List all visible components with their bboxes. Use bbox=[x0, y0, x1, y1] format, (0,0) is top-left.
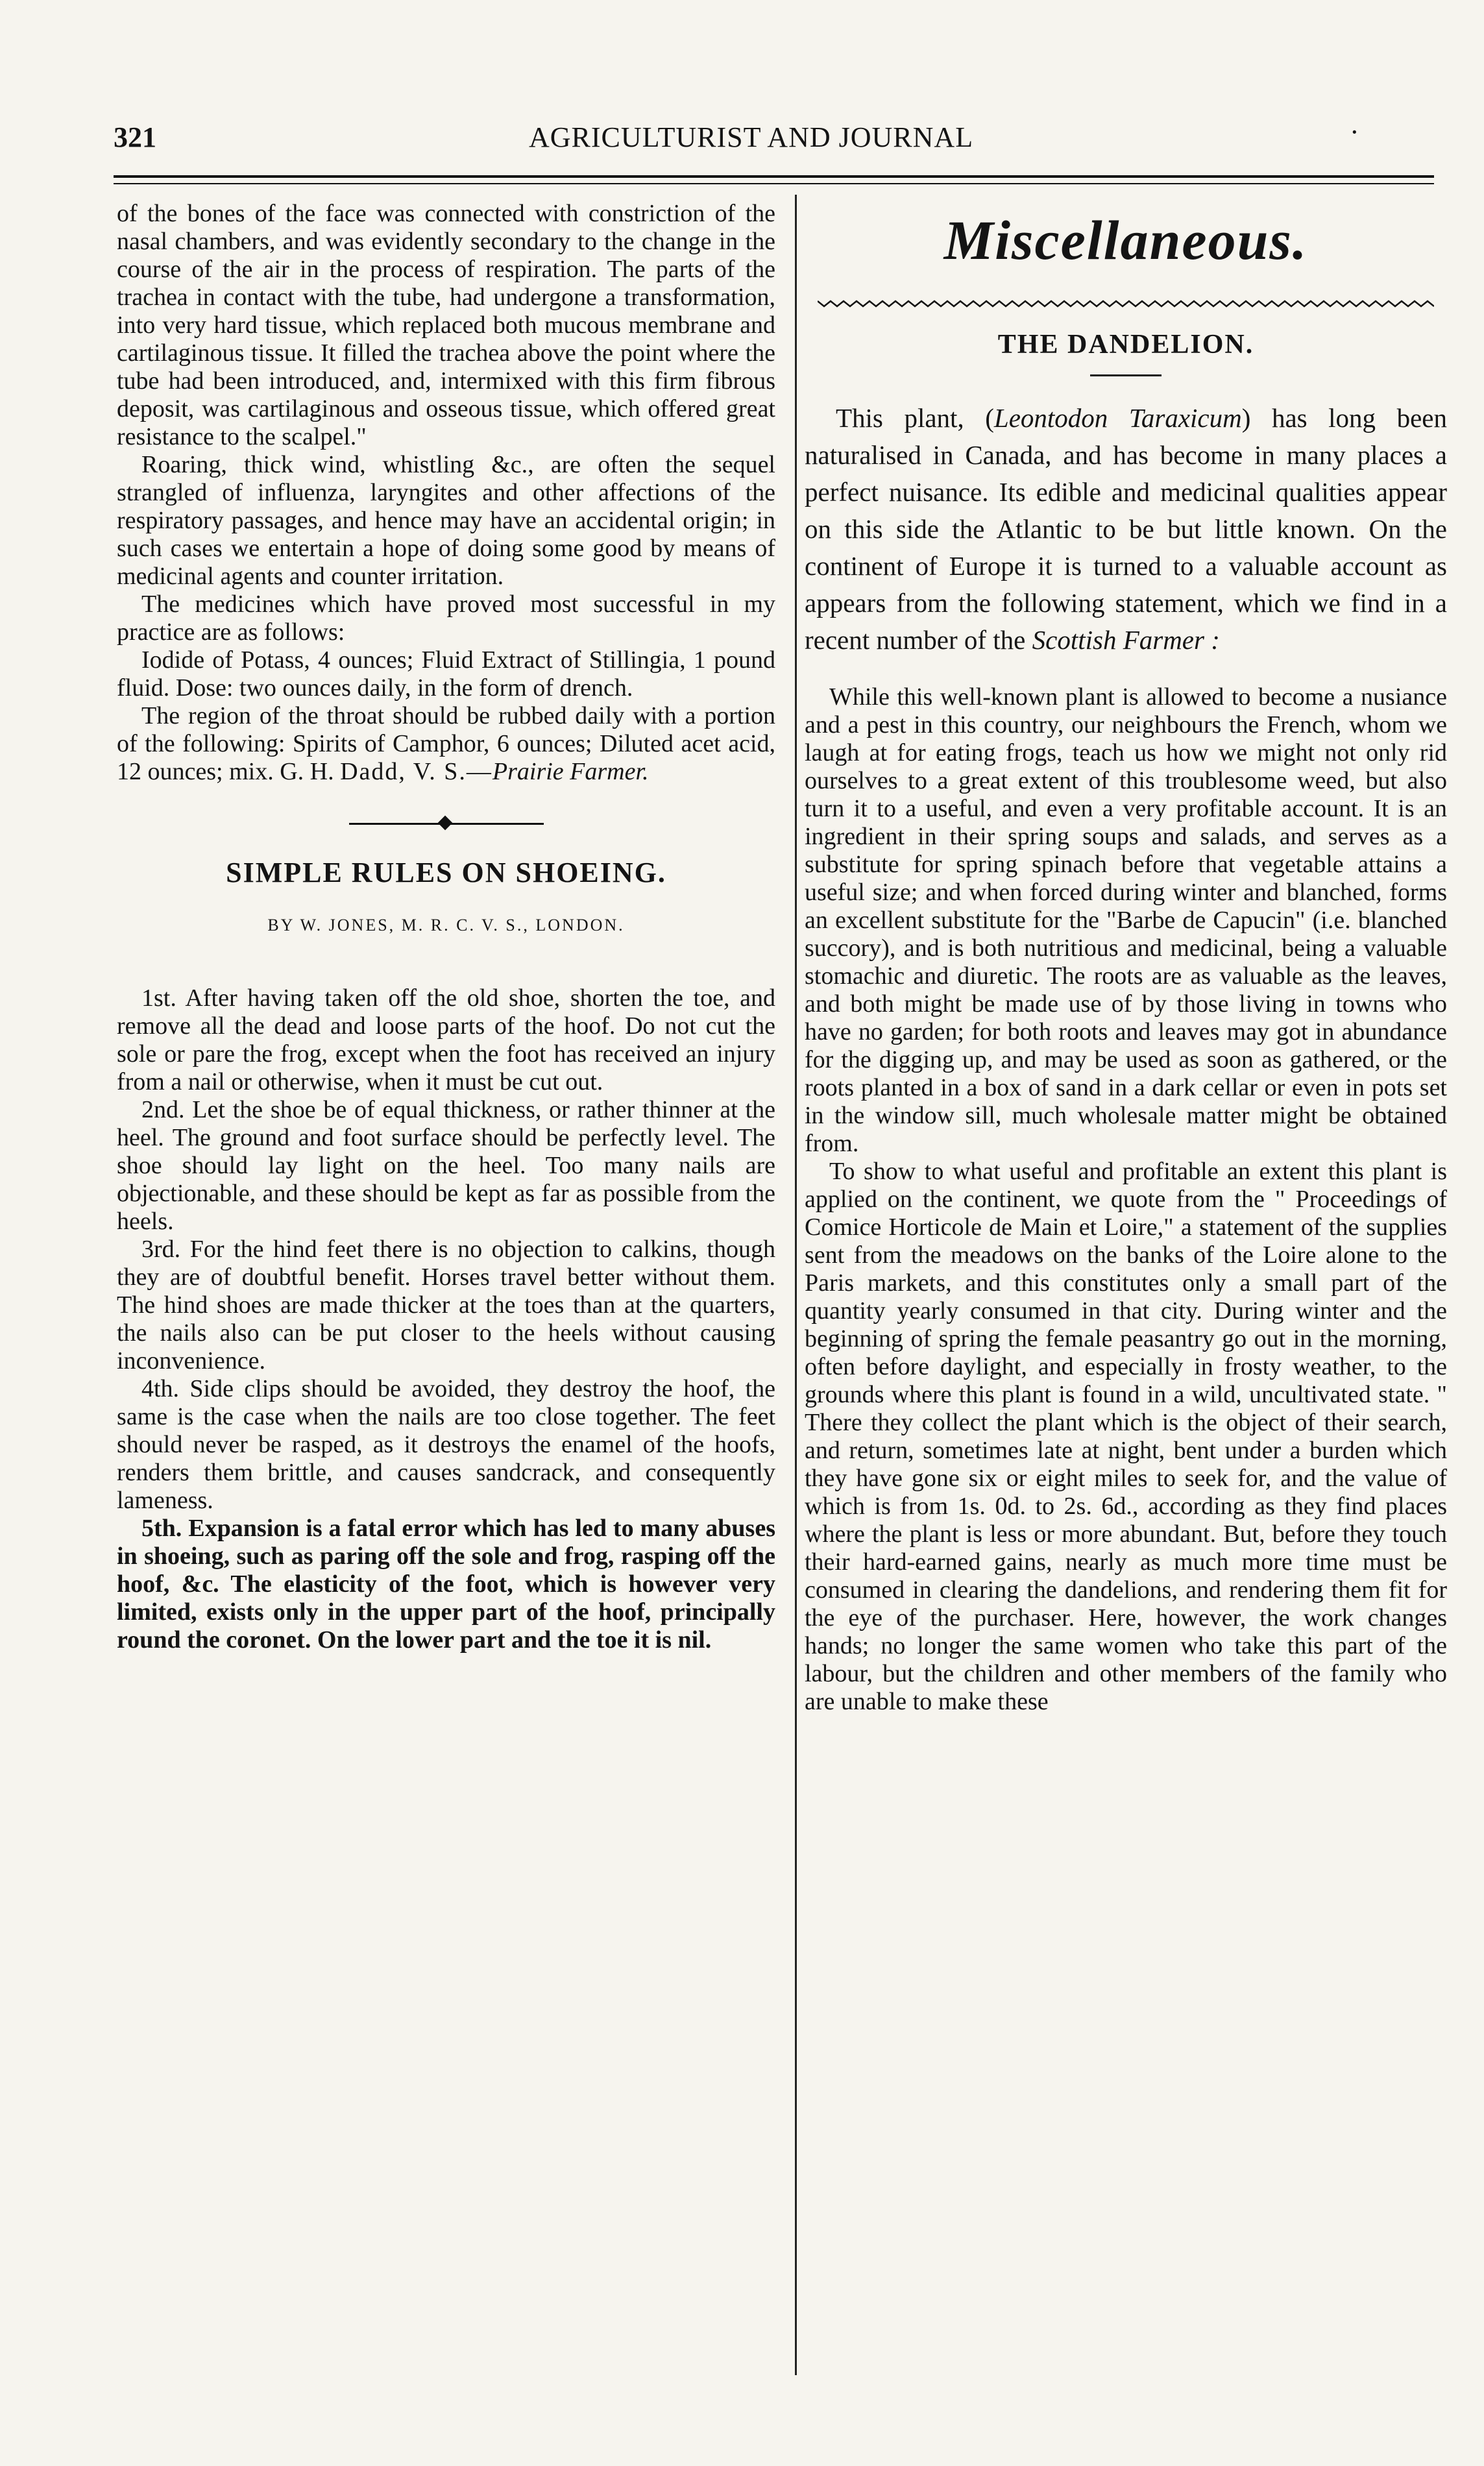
section-ornament bbox=[349, 817, 544, 830]
right-column bbox=[805, 204, 1447, 1716]
ornament-diamond bbox=[437, 816, 452, 831]
miscellaneous-heading: Miscellaneous. bbox=[943, 209, 1308, 271]
iodide-paragraph: Iodide of Potass, 4 ounces; Fluid Extract of Stillingia, 1 pound fluid. Dose: two ounces daily, in the form of drench. bbox=[117, 646, 775, 702]
intro-text-b: ) has long been naturalised in Canada, and has become in many places a perfect nuisance. Its edible and medicinal qualities appear on this side the Atlantic to be but little known. On the continent of Europe it is turned to a valuable account as appears from the following statement, which we find in a recent number of the bbox=[805, 403, 1447, 655]
dandelion-title: THE DANDELION. bbox=[997, 330, 1254, 360]
intro-text-a: This plant, ( bbox=[836, 403, 994, 433]
roaring-paragraph: Roaring, thick wind, whistling &c., are often the sequel strangled of influenza, laryngites and other affections of the respiratory passages, and hence may have an accidental origin; in such cases we entertain a hope of doing some good by means of medicinal agents and counter irritation. bbox=[117, 451, 775, 590]
page-number: 321 bbox=[114, 121, 156, 153]
throat-signature: Dadd, V. S.— bbox=[340, 758, 493, 785]
shoeing-title: SIMPLE RULES ON SHOEING. bbox=[226, 857, 666, 888]
running-title: AGRICULTURIST AND JOURNAL bbox=[529, 121, 974, 153]
medicines-paragraph: The medicines which have proved most successful in my practice are as follows: bbox=[117, 591, 775, 646]
zigzag-rule bbox=[818, 299, 1434, 309]
throat-text: The region of the throat should be rubbed daily with a portion of the following: Spirits of Camphor, 6 ounces; Diluted acet acid, 12 ounces; mix. G. H. bbox=[117, 702, 775, 785]
quote-paragraph-2: To show to what useful and profitable an extent this plant is applied on the continent, we quote from the " Proceedings of Comice Horticole de Main et Loire," a statement of the supplies sent from the meadows on the banks of the Loire alone to the Paris markets, and this constitutes only a small part of the quantity yearly consumed in that city. During winter and the beginning of spring the female peasantry go out in the morning, often before daylight, and especially in frosty weather, to the grounds where this plant is found in a wild, uncultivated state. " There they collect the plant which is the object of their search, and return, sometimes late at night, bent under a burden which they have gone six or eight miles to seek for, and the value of which is from 1s. 0d. to 2s. 6d., according as they find places where the plant is less or more abundant. But, before they touch their hard-earned gains, nearly as much more time must be consumed in clearing the dandelions, and rendering them fit for the eye of the purchaser. Here, however, the work changes hands; no longer the same women who take this part of the labour, but the children and other members of the family who are unable to make these bbox=[805, 1158, 1447, 1715]
left-column bbox=[117, 200, 775, 1654]
intro-source: Scottish Farmer : bbox=[1032, 625, 1220, 655]
shoeing-rule-5: 5th. Expansion is a fatal error which has led to many abuses in shoeing, such as paring off the sole and frog, rasping off the hoof, &c. The elasticity of the foot, which is however very limited, exists only in the upper part of the hoof, principally round the coronet. On the lower part and the toe it is nil. bbox=[117, 1515, 775, 1654]
page-header bbox=[114, 116, 1463, 161]
throat-paragraph bbox=[117, 702, 775, 786]
quoted-article bbox=[805, 683, 1447, 1716]
dandelion-intro bbox=[805, 400, 1447, 659]
header-mark: · bbox=[1350, 116, 1359, 148]
header-rule bbox=[114, 175, 1434, 184]
intro-latin-name: Leontodon Taraxicum bbox=[993, 403, 1242, 433]
shoeing-rule-3: 3rd. For the hind feet there is no objection to calkins, though they are of doubtful benefit. Horses travel better without them. The hind shoes are made thicker at the toes than at the quarters, the nails also can be put closer to the heels without causing inconvenience. bbox=[117, 1236, 775, 1374]
quote-paragraph-1: While this well-known plant is allowed to become a nusiance and a pest in this country, our neighbours the French, whom we laugh at for eating frogs, teach us how we might not only rid ourselves to a great extent of this troublesome weed, but also turn it to a useful, and even a very profitable account. It is an ingredient in their spring soups and salads, and serves as a substitute for spring spinach before that vegetable attains a useful size; and when forced during winter and blanched, forms an excellent substitute for the "Barbe de Capucin" (i.e. blanched succory), and is both nutritious and medicinal, being a valuable stomachic and diuretic. The roots are as valuable as the leaves, and both might be made use of by those living in towns who have no garden; for both roots and leaves may got in abundance for the digging up, and may be used as soon as gathered, or the roots planted in a box of sand in a dark cellar or even in pots set in the window sill, much wholesale matter might be obtained from. bbox=[805, 683, 1447, 1157]
article-continuation: of the bones of the face was connected with constriction of the nasal chambers, and was evidently secondary to the change in the course of the air in the process of respiration. The parts of the trachea in contact with the tube, had undergone a transformation, into very hard tissue, which replaced both mucous membrane and cartilaginous tissue. It filled the trachea above the point where the tube had been introduced, and, intermixed with this firm fibrous deposit, was cartilaginous and osseous tissue, which offered great resistance to the scalpel." bbox=[117, 200, 775, 450]
column-divider bbox=[795, 195, 797, 2375]
shoeing-rule-2: 2nd. Let the shoe be of equal thickness, or rather thinner at the heel. The ground and foot surface should be perfectly level. The shoe should lay light on the heel. Too many nails are objectionable, and these should be kept as far as possible from the heels. bbox=[117, 1096, 775, 1235]
shoeing-byline: BY W. JONES, M. R. C. V. S., LONDON. bbox=[267, 916, 625, 934]
shoeing-rule-4: 4th. Side clips should be avoided, they destroy the hoof, the same is the case when the nails are too close together. The feet should never be rasped, as it destroys the enamel of the hoofs, renders them brittle, and causes sandcrack, and consequently lameness. bbox=[117, 1375, 775, 1514]
title-rule bbox=[1090, 374, 1162, 376]
throat-source: Prairie Farmer. bbox=[492, 758, 649, 785]
shoeing-rule-1: 1st. After having taken off the old shoe, shorten the toe, and remove all the dead and loose parts of the hoof. Do not cut the sole or pare the frog, except when the foot has received an injury from a nail or otherwise, when it must be cut out. bbox=[117, 984, 775, 1095]
